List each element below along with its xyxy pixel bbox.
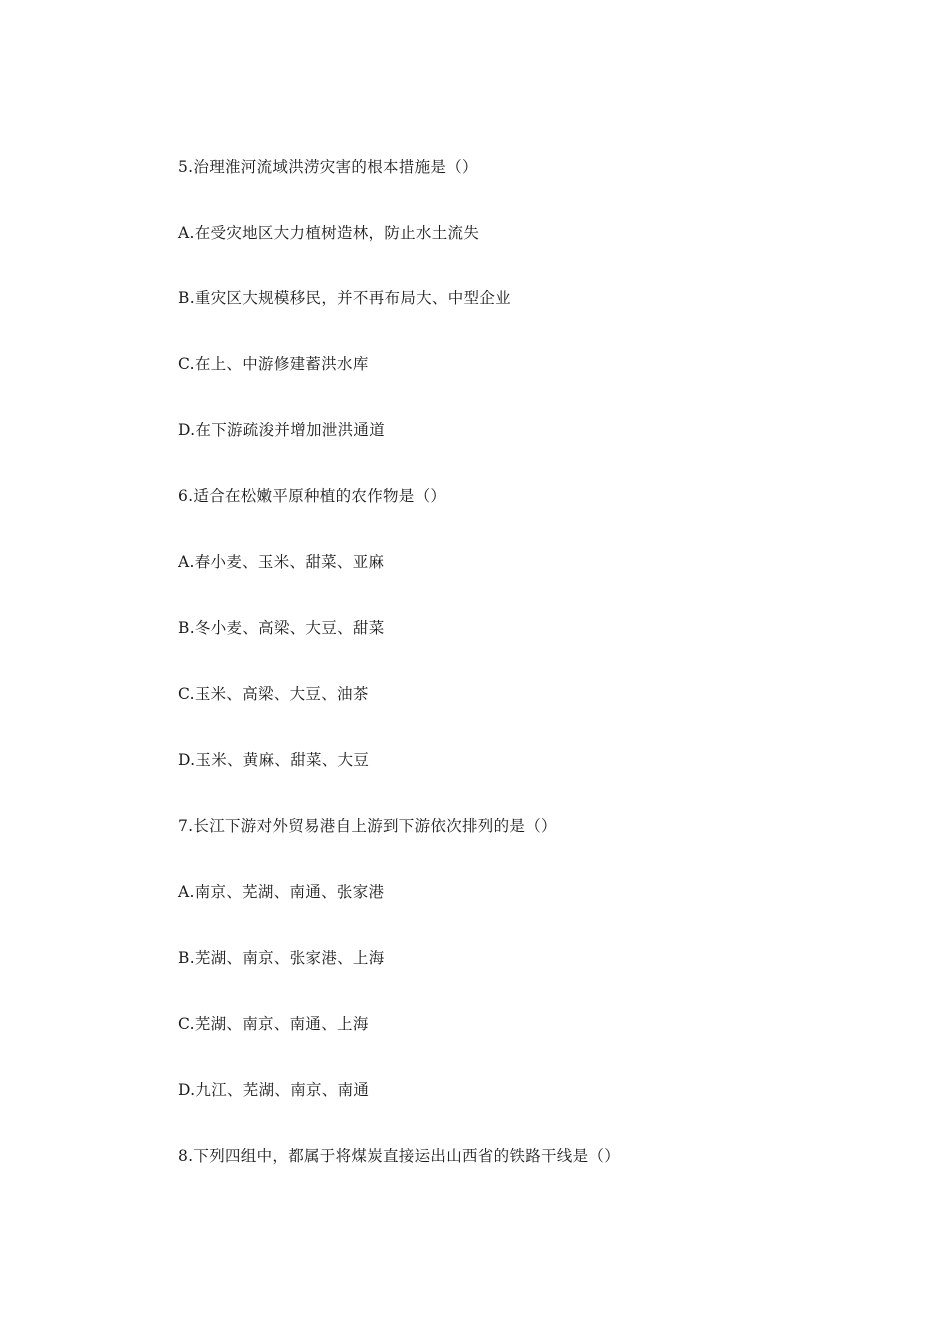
question-7-option-c: C.芜湖、南京、南通、上海 [178,1015,369,1033]
question-6-option-d: D.玉米、黄麻、甜菜、大豆 [178,751,370,769]
question-7-stem: 7.长江下游对外贸易港自上游到下游依次排列的是（） [178,817,557,835]
question-6-stem: 6.适合在松嫩平原种植的农作物是（） [178,487,447,505]
question-7-option-d: D.九江、芜湖、南京、南通 [178,1081,370,1099]
question-6-option-a: A.春小麦、玉米、甜菜、亚麻 [178,553,385,571]
question-5-option-d: D.在下游疏浚并增加泄洪通道 [178,421,386,439]
question-8-stem: 8.下列四组中，都属于将煤炭直接运出山西省的铁路干线是（） [178,1147,620,1165]
question-6-option-c: C.玉米、高梁、大豆、油茶 [178,685,369,703]
question-6-option-b: B.冬小麦、高梁、大豆、甜菜 [178,619,385,637]
question-5-stem: 5.治理淮河流域洪涝灾害的根本措施是（） [178,158,478,176]
question-7-option-a: A.南京、芜湖、南通、张家港 [178,883,385,901]
question-5-option-c: C.在上、中游修建蓄洪水库 [178,355,369,373]
question-5-option-a: A.在受灾地区大力植树造林，防止水土流失 [178,224,480,242]
question-7-option-b: B.芜湖、南京、张家港、上海 [178,949,385,967]
question-5-option-b: B.重灾区大规模移民，并不再布局大、中型企业 [178,289,511,307]
